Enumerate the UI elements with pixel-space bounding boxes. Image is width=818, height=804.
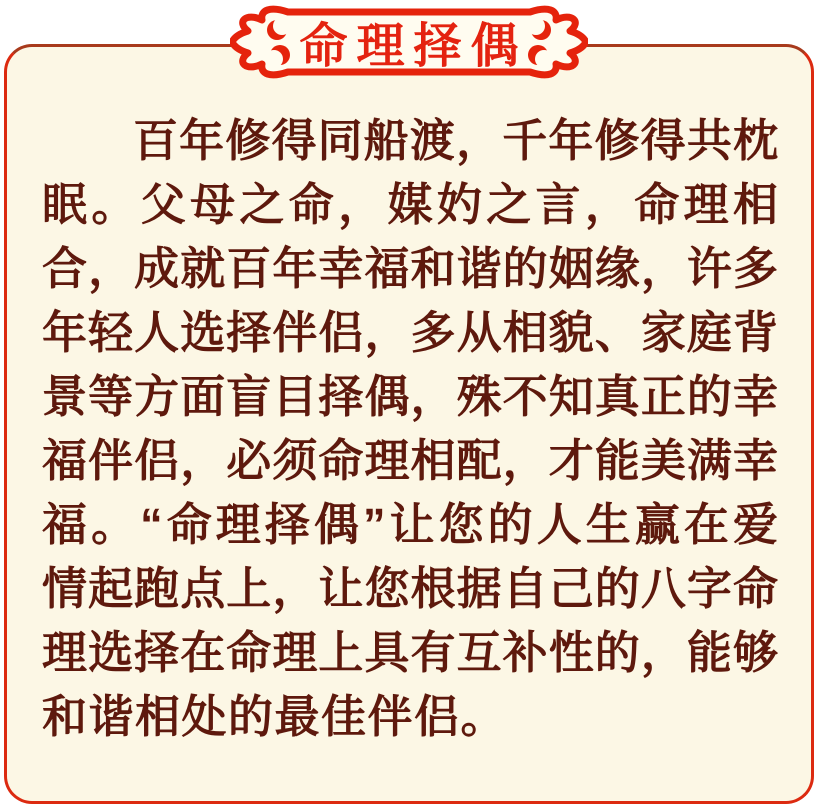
text-line: 百年修得同船渡，千年修得共枕 (133, 115, 778, 166)
banner-title: 命理择偶 (299, 19, 528, 73)
text-line: 情起跑点上，让您根据自己的八字命 (42, 563, 778, 614)
text-line: 和谐相处的最佳伴侣。 (42, 691, 508, 742)
text-line: 福伴侣，必须命理相配，才能美满幸 (42, 435, 778, 486)
text-line: 合，成就百年幸福和谐的姻缘，许多 (42, 243, 778, 294)
text-line: 理选择在命理上具有互补性的，能够 (42, 627, 778, 678)
text-line: 福。“命理择偶”让您的人生赢在爱 (42, 499, 778, 550)
text-line: 景等方面盲目择偶，殊不知真正的幸 (42, 371, 778, 422)
title-banner (230, 3, 588, 81)
text-line: 年轻人选择伴侣，多从相貌、家庭背 (42, 307, 778, 358)
text-line: 眠。父母之命，媒妁之言，命理相 (42, 179, 778, 230)
body-text (42, 109, 778, 749)
